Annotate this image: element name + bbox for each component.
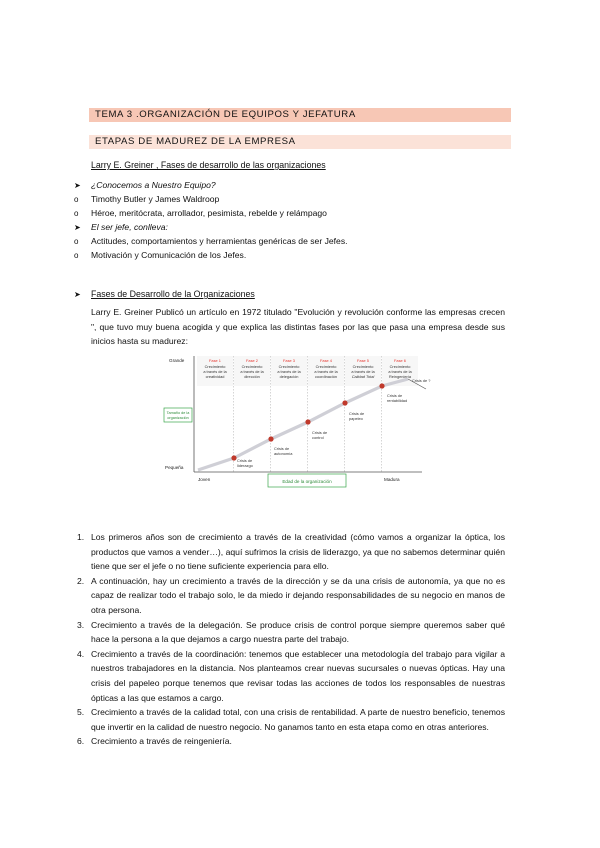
phase-line: Crecimiento — [352, 364, 374, 369]
phase-line: dirección — [244, 374, 260, 379]
subtitle-greiner: Larry E. Greiner , Fases de desarrollo de las organizaciones — [91, 160, 326, 170]
phase-name-4: Fase 4 — [320, 358, 332, 363]
section-fases-heading: ➤ Fases de Desarrollo de la Organizaciones — [74, 289, 255, 299]
crisis-label: Crisis de — [349, 411, 365, 416]
phase-name-6: Fase 6 — [394, 358, 406, 363]
phase-line: Crecimiento — [315, 364, 337, 369]
bullet-item: o Timothy Butler y James Waldroop — [74, 194, 220, 204]
phase-line: Reingeniería — [388, 374, 412, 379]
x-left-label: Joven — [198, 477, 211, 482]
phase-name-1: Fase 1 — [209, 358, 221, 363]
phase-line: Crecimiento — [389, 364, 411, 369]
list-item: 1. Los primeros años son de crecimiento a través de la creatividad (cómo vamos a organizar la óptica, los productos que vamos a vender…), aquí sufrimos la crisis de liderazgo, ya que no sabemos determinar quién tiene que ser el jefe o no tiene suficiente experiencia para ello. — [77, 532, 505, 572]
crisis-label: Crisis de — [237, 458, 253, 463]
crisis-label: Crisis de — [274, 446, 290, 451]
section-title-tema: TEMA 3 .ORGANIZACIÓN DE EQUIPOS Y JEFATURA — [89, 108, 511, 122]
crisis-dot-5 — [379, 383, 384, 388]
phase-line: a través de la — [203, 369, 227, 374]
phase-line: a través de la — [351, 369, 375, 374]
phase-line: a través de la — [314, 369, 338, 374]
list-item: 3. Crecimiento a través de la delegación. Se produce crisis de control porque siempre queremos saber qué hace la persona a la que dejamos a cargo nuestra parte del trabajo. — [77, 619, 505, 645]
crisis-label: rentabilidad — [387, 398, 408, 403]
list-item: 2. A continuación, hay un crecimiento a través de la dirección y se da una crisis de autonomía, ya que no es capaz de realizar todo el trabajo solo, le da miedo ir dejando responsabilidades de su negocio en manos de otra persona. — [77, 575, 505, 615]
bullet-item: o Héroe, meritócrata, arrollador, pesimista, rebelde y relámpago — [74, 208, 327, 218]
bullet-item: ➤ ¿Conocemos a Nuestro Equipo? — [74, 180, 216, 190]
phase-line: a través de la — [240, 369, 264, 374]
crisis-label: Crisis de ? — [412, 378, 431, 383]
growth-line — [198, 379, 408, 470]
phase-name-3: Fase 3 — [283, 358, 295, 363]
phase-name-5: Fase 5 — [357, 358, 369, 363]
phase-name-2: Fase 2 — [246, 358, 258, 363]
list-item: 4. Crecimiento a través de la coordinación: tenemos que establecer una metodología del trabajo para vigilar a nuestros trabajadores en la distancia. Nos planteamos crear nuevas sucursales o nuevas ópticas. Hay una crisis del papeleo porque tenemos que revisar todas las acciones de todos los responsables de nuestras ópticas a las que estamos a cargo. — [77, 648, 505, 703]
phase-line: delegación — [279, 374, 299, 379]
crisis-label: Crisis de — [387, 393, 403, 398]
list-item: 6. Crecimiento a través de reingeniería. — [77, 736, 232, 747]
crisis-label: control — [312, 435, 324, 440]
phase-line: Crecimiento — [204, 364, 226, 369]
phase-line: creatividad — [205, 374, 225, 379]
y-axis-box-label: organización — [167, 416, 189, 420]
phase-line: Crecimiento — [278, 364, 300, 369]
crisis-dot-4 — [342, 400, 347, 405]
bullet-item: o Motivación y Comunicación de los Jefes. — [74, 250, 247, 260]
phase-line: a través de la — [388, 369, 412, 374]
crisis-label: papeleo — [349, 416, 363, 421]
greiner-growth-diagram — [150, 352, 450, 500]
section-title-etapas: ETAPAS DE MADUREZ DE LA EMPRESA — [89, 135, 511, 149]
phase-line: Calidad Total — [351, 374, 375, 379]
crisis-dot-1 — [231, 455, 236, 460]
phases-numbered-list — [77, 530, 505, 749]
y-top-label: Grande — [169, 358, 185, 363]
bullet-item: o Actitudes, comportamientos y herramientas genéricas de ser Jefes. — [74, 236, 348, 246]
intro-paragraph: Larry E. Greiner Publicó un artículo en 1972 titulado "Evolución y revolución conforme las empresas crecen ", que tuvo muy buena acogida y que explica las distintas fases por las que pasa una empresa desde sus inicios hasta su madurez: — [91, 307, 505, 347]
crisis-dot-2 — [268, 436, 273, 441]
phase-line: a través de la — [277, 369, 301, 374]
phase-line: coordinación — [314, 374, 338, 379]
crisis-label: liderazgo — [237, 463, 253, 468]
y-axis-box-label: Tamaño de la — [166, 411, 190, 415]
y-bottom-label: Pequeña — [165, 465, 184, 470]
crisis-label: autonomía — [274, 451, 293, 456]
list-item: 5. Crecimiento a través de la calidad total, con una crisis de rentabilidad. A parte de nuestro beneficio, tenemos que invertir en la calidad de nuestro negocio. No ganamos tanto en esta etapa como en otras anteriores. — [77, 707, 505, 732]
phase-line: Crecimiento — [241, 364, 263, 369]
x-axis-box-label: Edad de la organización — [282, 479, 332, 484]
crisis-label: Crisis de — [312, 430, 328, 435]
x-right-label: Madura — [384, 477, 400, 482]
crisis-dot-3 — [305, 419, 310, 424]
bullet-item: ➤ El ser jefe, conlleva: — [74, 222, 168, 232]
